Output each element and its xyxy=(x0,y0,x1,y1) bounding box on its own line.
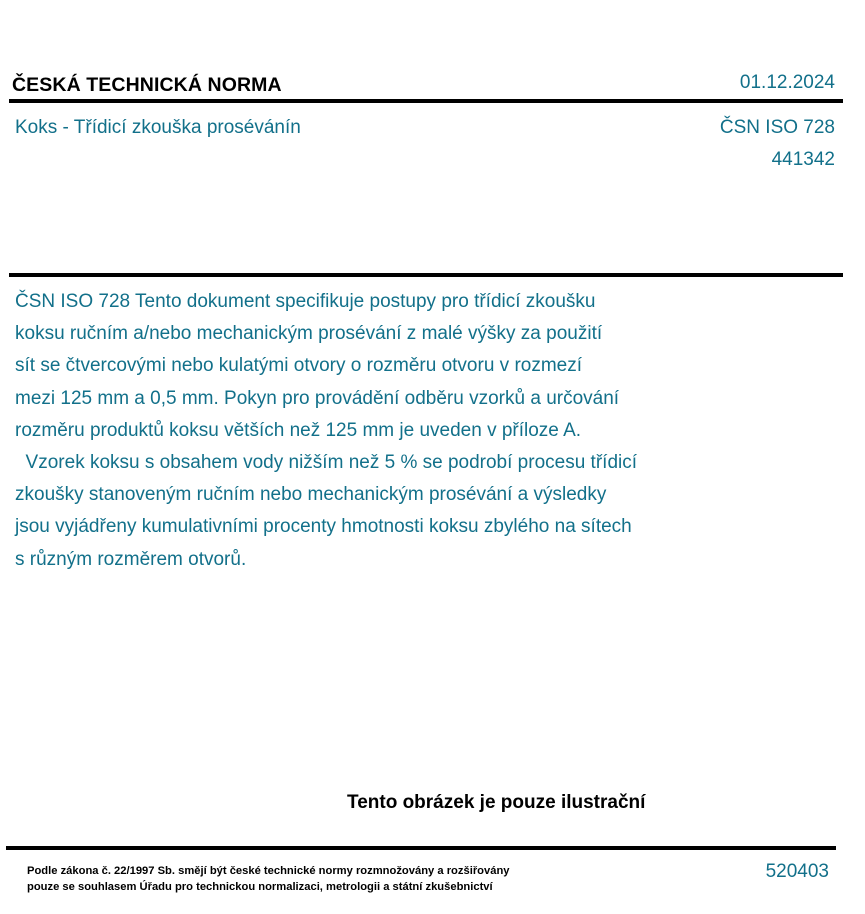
header-divider xyxy=(9,99,843,103)
abstract-line: mezi 125 mm a 0,5 mm. Pokyn pro provádění odběru vzorků a určování xyxy=(15,387,620,409)
abstract-line: ČSN ISO 728 Tento dokument specifikuje postupy pro třídicí zkoušku xyxy=(15,291,596,312)
abstract-line: koksu ručním a/nebo mechanickým prosévání z malé výšky za použití xyxy=(15,323,603,345)
legal-notice xyxy=(27,863,510,895)
abstract-text xyxy=(15,286,735,576)
section-divider xyxy=(9,273,843,277)
abstract-line: rozměru produktů koksu větších než 125 mm je uveden v příloze A. xyxy=(15,419,582,441)
document-name: Koks - Třídicí zkouška prosévánín xyxy=(15,117,301,138)
footer-divider xyxy=(6,846,836,850)
document-type-title: ČESKÁ TECHNICKÁ NORMA xyxy=(12,74,282,96)
illustration-note: Tento obrázek je pouze ilustrační xyxy=(347,792,646,813)
publication-date: 01.12.2024 xyxy=(739,72,835,93)
abstract-line: sít se čtvercovými nebo kulatými otvory o rozměru otvoru v rozmezí xyxy=(15,355,583,377)
standard-number: ČSN ISO 728 xyxy=(719,117,835,138)
legal-notice-line: pouze se souhlasem Úřadu pro technickou normalizaci, metrologii a státní zkušebnictví xyxy=(27,881,493,893)
catalog-code: 520403 xyxy=(765,861,829,882)
abstract-line: Vzorek koksu s obsahem vody nižším než 5 % se podrobí procesu třídicí xyxy=(15,452,638,474)
abstract-line: jsou vyjádřeny kumulativními procenty hmotnosti koksu zbylého na sítech xyxy=(15,516,632,538)
legal-notice-line: Podle zákona č. 22/1997 Sb. smějí být české technické normy rozmnožovány a rozšiřovány xyxy=(27,865,510,877)
abstract-line: zkoušky stanoveným ručním nebo mechanickým prosévání a výsledky xyxy=(15,484,607,506)
abstract-line: s různým rozměrem otvorů. xyxy=(15,548,247,570)
classification-code: 441342 xyxy=(771,149,835,170)
